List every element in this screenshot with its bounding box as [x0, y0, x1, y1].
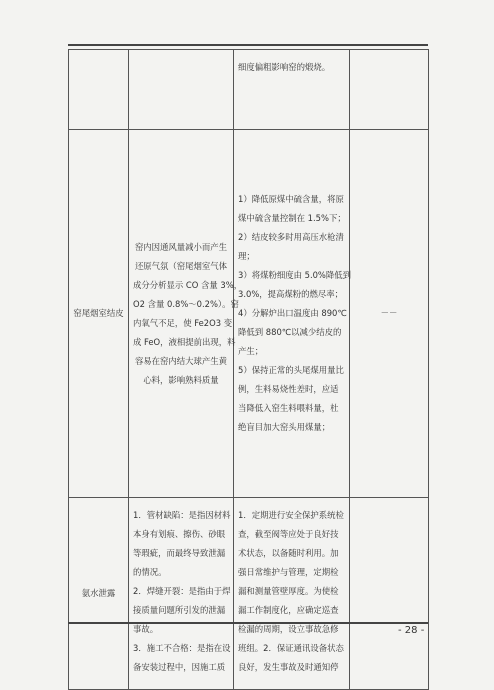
- measure-line: 理；: [238, 251, 255, 261]
- cause-line: 容易在窑内结大球产生黄: [134, 355, 228, 366]
- cause-line: 窑内因通风量减小而产生: [134, 241, 228, 252]
- table-row: [69, 498, 429, 690]
- issue-cell: [69, 50, 129, 130]
- risk-table: [68, 49, 429, 690]
- measure-cell: [234, 498, 350, 690]
- cause-line: 心料，影响熟料质量: [143, 374, 219, 385]
- cause-cell: [129, 50, 234, 130]
- cause-line: 备安装过程中，因施工质: [133, 662, 226, 672]
- table-row: [69, 130, 429, 498]
- cause-line: 事故。: [133, 624, 159, 634]
- measure-line: 漏和测量管壁厚度。为使检: [238, 586, 339, 596]
- cause-line: O2 含量 0.8%～0.2%）。窑: [133, 298, 239, 309]
- measure-line: 2）结皮较多时用高压水枪清: [238, 232, 344, 242]
- issue-cell: 窑尾烟室结皮: [69, 130, 129, 498]
- cause-line: 成分分析显示 CO 含量 3%，: [133, 279, 243, 290]
- measure-cell: [234, 130, 350, 498]
- cause-line: 的情况。: [133, 567, 167, 577]
- measure-line: 当降低入窑生料喂料量，杜: [238, 403, 339, 413]
- measure-line: 产生；: [238, 346, 264, 356]
- measure-line: 漏工作制度化，应确定巡查: [238, 605, 339, 615]
- cause-line: 2．焊缝开裂：是指由于焊: [133, 586, 231, 596]
- note-cell: －－: [350, 130, 429, 498]
- measure-line: 1．定期进行安全保护系统检: [238, 510, 344, 520]
- page-number: - 28 -: [398, 625, 425, 636]
- cause-line: 成 FeO，液相提前出现，料: [133, 336, 236, 347]
- measure-line: 绝盲目加大窑头用煤量；: [238, 422, 331, 432]
- measure-line: 术状态，以备随时利用。加: [238, 548, 339, 558]
- measure-line: 细度偏粗影响窑的煅烧。: [238, 62, 331, 72]
- cause-cell: [129, 130, 243, 498]
- measure-line: 查，截至阀等应处于良好技: [238, 529, 339, 539]
- measure-line: 1）降低原煤中硫含量，将原: [238, 194, 344, 204]
- measure-cell: [234, 50, 350, 130]
- footer-rule: [68, 622, 428, 624]
- note-cell: [350, 50, 429, 130]
- measure-line: 班组。2．保证通讯设备状态: [238, 643, 344, 653]
- measure-line: 4）分解炉出口温度由 890℃: [238, 308, 347, 318]
- cause-line: 接质量问题所引发的泄漏: [133, 605, 226, 615]
- cause-cell: [129, 498, 234, 690]
- cause-line: 内氧气不足，使 Fe2O3 变: [133, 317, 233, 328]
- cause-line: 还原气氛（窑尾烟室气体: [134, 260, 228, 271]
- measure-line: 良好，发生事故及时通知停: [238, 662, 339, 672]
- header-rule: [68, 44, 428, 46]
- measure-line: 煤中硫含量控制在 1.5%下；: [238, 213, 346, 223]
- cause-line: 3．施工不合格：是指在设: [133, 643, 231, 653]
- cause-line: 等瑕疵，而最终导致泄漏: [133, 548, 226, 558]
- measure-line: 检漏的周期，设立事故急修: [238, 624, 339, 634]
- measure-line: 强日常维护与管理，定期检: [238, 567, 339, 577]
- measure-line: 3.0%，提高煤粉的燃尽率；: [238, 289, 344, 299]
- measure-line: 3）将煤粉细度由 5.0%降低到: [238, 270, 352, 280]
- cause-line: 1．管材缺陷：是指因材料: [133, 510, 231, 520]
- cause-line: 本身有划痕、擦伤、砂眼: [133, 529, 226, 539]
- table-row: [69, 50, 429, 130]
- note-cell: [350, 498, 429, 690]
- measure-line: 例，生料易烧性差时，应适: [238, 384, 339, 394]
- measure-line: 5）保持正常的头尾煤用量比: [238, 365, 344, 375]
- measure-line: 降低到 880℃以减少结皮的: [238, 327, 342, 337]
- issue-cell: 氨水泄露: [69, 498, 129, 690]
